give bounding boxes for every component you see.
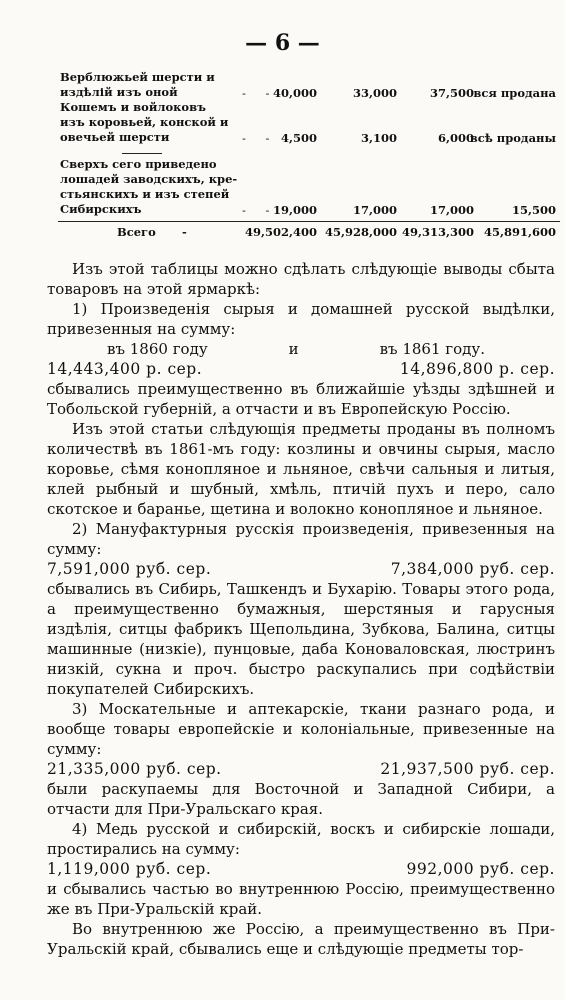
total-label: Всего <box>117 225 156 239</box>
value-sold-1860: 37,500 <box>429 86 474 100</box>
value-sold-1860: 6,000 <box>437 131 474 145</box>
intro-paragraph: Изъ этой таблицы можно сдѣлать слѣдующіе выводы сбыта товаровъ на этой ярмаркѣ: <box>47 260 555 298</box>
section-2-amounts <box>47 559 555 579</box>
amount-1860: 7,591,000 руб. сер. <box>47 560 212 578</box>
row-label: Верблюжьей шерсти и издѣлій изъ оной <box>60 70 215 99</box>
value-1861: 17,000 <box>352 203 397 217</box>
section-2-title: 2) Мануфактурныя русскія произведенія, привезенныя на сумму: <box>47 520 555 558</box>
amount-1861: 992,000 руб. сер. <box>406 860 555 878</box>
section-1-title: 1) Произведенія сырыя и домашней русской выдѣлки, привезенныя на сумму: <box>47 300 555 338</box>
table-row <box>60 100 560 145</box>
section-4-title: 4) Медь русской и сибирскій, воскъ и сибирскіе лошади, простирались на сумму: <box>47 820 555 858</box>
page-number: — 6 — <box>245 30 320 56</box>
value-sold-1861: всѣ проданы <box>469 131 556 145</box>
body-text <box>47 259 555 959</box>
value-1861: 3,100 <box>360 131 397 145</box>
value-1860: 4,500 <box>280 131 317 145</box>
section-3-amounts <box>47 759 555 779</box>
total-dash: - <box>182 225 187 239</box>
value-1860: 40,000 <box>272 86 317 100</box>
section-1-years: въ 1860 году и въ 1861 году. <box>107 340 485 358</box>
amount-1861: 7,384,000 руб. сер. <box>390 560 555 578</box>
total-1860: 49,502,400 <box>244 225 317 239</box>
row-label: Сверхъ сего приведено лошадей заводскихъ, кре- стьянскихъ и изъ степей Сибирскихъ <box>60 157 238 216</box>
goods-table <box>60 70 560 239</box>
section-1-extra: Изъ этой статьи слѣдующія предметы проданы въ полномъ количествѣ въ 1861-мъ году: козлины и овчины сырыя, масло коровье, сѣмя конопляное и льняное, свѣчи сальныя и литыя, клей рыбный и шубный, хмѣль, птичій пухъ и перо, сало скотское и баранье, щетина и волокно конопляное и льняное. <box>47 420 555 518</box>
value-1861: 33,000 <box>352 86 397 100</box>
section-4-amounts <box>47 859 555 879</box>
amount-1861: 14,896,800 р. сер. <box>399 360 555 378</box>
value-1860: 19,000 <box>272 203 317 217</box>
section-1-text: сбывались преимущественно въ ближайшіе уѣзды здѣшней и Тобольской губерній, а отчасти и въ Европейскую Россію. <box>47 380 555 418</box>
section-3-title: 3) Москательные и аптекарскіе, ткани разнаго рода, и вообще товары европейскіе и колоніальные, привезенные на сумму: <box>47 700 555 758</box>
row-dashes: - - <box>242 131 278 145</box>
amount-1860: 14,443,400 р. сер. <box>47 360 203 378</box>
row-dashes: - - <box>242 203 278 217</box>
total-sold-1861: 45,891,600 <box>483 225 556 239</box>
total-row <box>60 222 560 239</box>
section-4-text: и сбывались частью во внутреннюю Россію, преимущественно же въ При-Уральскій край. <box>47 880 555 918</box>
short-divider <box>122 153 162 154</box>
table-row <box>60 157 560 217</box>
amount-1860: 1,119,000 руб. сер. <box>47 860 212 878</box>
value-sold-1861: 15,500 <box>511 203 556 217</box>
section-3-text: были раскупаемы для Восточной и Западной Сибири, а отчасти для При-Уральскаго края. <box>47 780 555 818</box>
row-dashes: - - <box>242 86 278 100</box>
section-1-amounts <box>47 359 555 379</box>
total-sold-1860: 49,313,300 <box>401 225 474 239</box>
value-sold-1861: вся продана <box>473 86 556 100</box>
total-1861: 45,928,000 <box>324 225 397 239</box>
section-2-text: сбывались въ Сибирь, Ташкендъ и Бухарію. Товары этого рода, а преимущественно бумажныя, шерстяныя и гарусныя издѣлія, ситцы фабрикъ Щепольдина, Зубкова, Балина, ситцы машинные (низкіе), пунцовые, даба Коноваловская, люстринъ низкій, сукна и проч. быстро раскупались при содѣйствіи покупателей Сибирскихъ. <box>47 580 555 698</box>
row-label: Кошемъ и войлоковъ изъ коровьей, конской и овечьей шерсти <box>60 100 229 144</box>
closing-paragraph: Во внутреннюю же Россію, а преимущественно въ При-Уральскій край, сбывались еще и слѣдующіе предметы тор- <box>47 920 555 958</box>
value-sold-1860: 17,000 <box>429 203 474 217</box>
amount-1861: 21,937,500 руб. сер. <box>380 760 555 778</box>
table-row <box>60 70 560 100</box>
amount-1860: 21,335,000 руб. сер. <box>47 760 222 778</box>
